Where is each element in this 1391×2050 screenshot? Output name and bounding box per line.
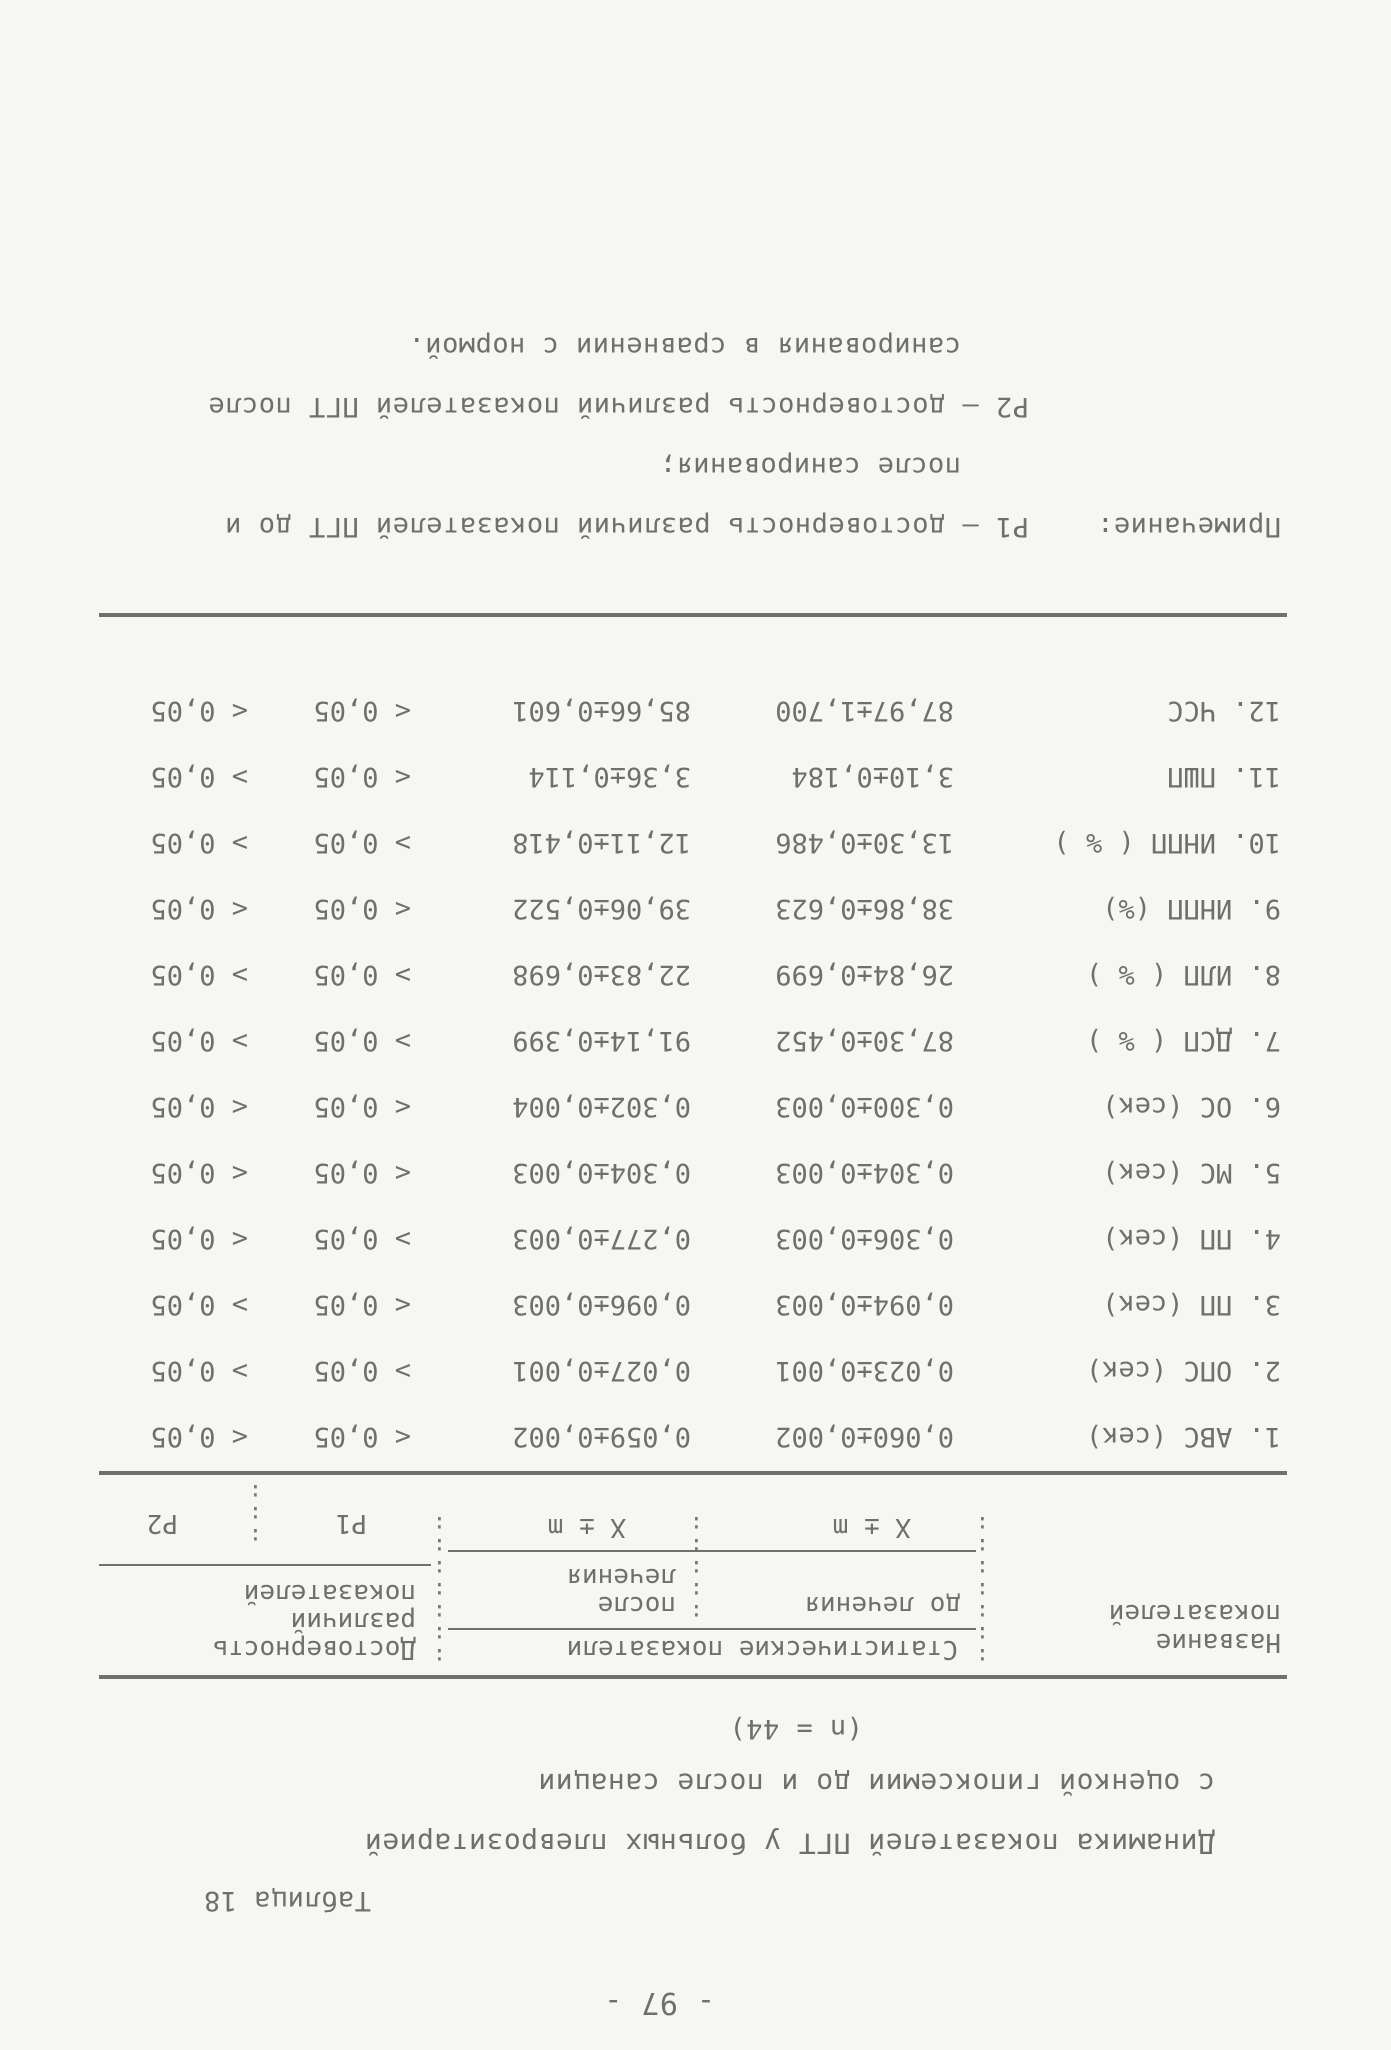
row-p1: > 0,05	[313, 827, 411, 858]
row-after: 0,302±0,004	[512, 1091, 691, 1122]
header-p1: P1	[335, 1508, 367, 1538]
row-p1: > 0,05	[313, 1223, 411, 1254]
table-title-line-1: Динамика показателей ПГТ у больных плеврозитарией	[364, 1827, 1215, 1860]
separator-dots-4: : : :	[248, 1479, 262, 1548]
row-p1: < 0,05	[313, 761, 411, 792]
row-indicator: 1. АВС (сек)	[1085, 1421, 1281, 1452]
table-row	[0, 858, 1391, 924]
row-p2: < 0,05	[150, 1223, 248, 1254]
header-after-line-1: после	[597, 1590, 676, 1620]
table-row	[0, 1122, 1391, 1188]
row-p2: < 0,05	[150, 1421, 248, 1452]
header-reliability-line-1: Достоверность	[212, 1634, 416, 1664]
table-row	[0, 1320, 1391, 1386]
header-bottom-rule	[99, 1471, 1287, 1475]
separator-dots-1: : : : : : : :	[975, 1511, 989, 1668]
table-row	[0, 1254, 1391, 1320]
header-reliability-line-3: показателей	[243, 1578, 416, 1608]
row-after: 39,06±0,522	[512, 893, 691, 924]
row-before: 87,30±0,452	[775, 1025, 954, 1056]
table-row	[0, 924, 1391, 990]
row-indicator: 11. ПШП	[1167, 761, 1281, 792]
row-p1: < 0,05	[313, 1289, 411, 1320]
row-indicator: 5. МС (сек)	[1102, 1157, 1281, 1188]
row-before: 38,86±0,623	[775, 893, 954, 924]
row-p1: < 0,05	[313, 1157, 411, 1188]
row-indicator: 9. ИНПП (%)	[1102, 893, 1281, 924]
row-before: 0,306±0,003	[775, 1223, 954, 1254]
header-before: до лечения	[804, 1590, 961, 1620]
table-title-line-2: с оценкой гипоксемии до и после санации	[538, 1767, 1215, 1800]
header-reliability-rule	[99, 1564, 431, 1566]
row-before: 26,84±0,699	[775, 959, 954, 990]
row-p2: < 0,05	[150, 893, 248, 924]
table-row	[0, 990, 1391, 1056]
row-p1: > 0,05	[313, 1355, 411, 1386]
header-mean-after: X ± m	[547, 1512, 626, 1542]
row-p2: > 0,05	[150, 1289, 248, 1320]
row-before: 87,97±1,700	[775, 695, 954, 726]
row-before: 0,300±0,003	[775, 1091, 954, 1122]
header-after-line-2: лечения	[566, 1562, 676, 1592]
row-after: 91,14±0,399	[512, 1025, 691, 1056]
row-p2: > 0,05	[150, 959, 248, 990]
row-before: 0,304±0,003	[775, 1157, 954, 1188]
row-p1: > 0,05	[313, 959, 411, 990]
row-indicator: 7. ДСП ( % )	[1085, 1025, 1281, 1056]
row-after: 0,027±0,001	[512, 1355, 691, 1386]
row-p2: > 0,05	[150, 1355, 248, 1386]
table-row	[0, 1386, 1391, 1452]
row-indicator: 12. ЧСС	[1167, 695, 1281, 726]
row-after: 3,36±0,114	[528, 761, 691, 792]
row-indicator: 6. ОС (сек)	[1102, 1091, 1281, 1122]
row-after: 0,277±0,003	[512, 1223, 691, 1254]
row-indicator: 2. ОПС (сек)	[1085, 1355, 1281, 1386]
table-caption: Таблица 18	[203, 1885, 371, 1916]
table-row	[0, 660, 1391, 726]
row-indicator: 10. ИНПП ( % )	[1053, 827, 1281, 858]
header-indicator-line-2: показателей	[1108, 1598, 1281, 1628]
row-before: 3,10±0,184	[791, 761, 954, 792]
separator-dots-2: : : : : :	[689, 1511, 703, 1624]
row-p1: < 0,05	[313, 893, 411, 924]
table-top-rule	[99, 1675, 1287, 1679]
note-p1-line-2: после санирования;	[659, 451, 961, 482]
row-p2: < 0,05	[150, 695, 248, 726]
table-bottom-rule	[99, 613, 1287, 617]
row-after: 22,83±0,698	[512, 959, 691, 990]
row-indicator: 4. ПП (сек)	[1102, 1223, 1281, 1254]
row-p2: > 0,05	[150, 827, 248, 858]
row-before: 13,30±0,486	[775, 827, 954, 858]
row-p2: < 0,05	[150, 1091, 248, 1122]
row-p2: > 0,05	[150, 761, 248, 792]
row-after: 0,304±0,003	[512, 1157, 691, 1188]
row-p2: < 0,05	[150, 1157, 248, 1188]
row-p1: < 0,05	[313, 695, 411, 726]
row-p2: > 0,05	[150, 1025, 248, 1056]
header-indicator-line-1: Название	[1155, 1627, 1281, 1657]
table-row	[0, 1188, 1391, 1254]
row-before: 0,094±0,003	[775, 1289, 954, 1320]
note-label: Примечание:	[1096, 511, 1281, 542]
note-p2-line-1: P2 – достоверность различий показателей ПГТ после	[207, 391, 1029, 422]
row-indicator: 8. ИЛП ( % )	[1085, 959, 1281, 990]
header-p2: P2	[146, 1508, 178, 1538]
header-statistics: Статистические показатели	[566, 1634, 958, 1664]
header-mean-before: X ± m	[832, 1512, 911, 1542]
table-row	[0, 1056, 1391, 1122]
header-statistics-rule	[448, 1628, 976, 1630]
table-row	[0, 792, 1391, 858]
row-after: 0,059±0,002	[512, 1421, 691, 1452]
row-after: 12,11±0,418	[512, 827, 691, 858]
row-p1: < 0,05	[313, 1091, 411, 1122]
separator-dots-3: : : : : : : :	[432, 1511, 446, 1668]
table-row	[0, 726, 1391, 792]
row-after: 0,096±0,003	[512, 1289, 691, 1320]
header-reliability-line-2: различий	[290, 1606, 416, 1636]
row-p1: > 0,05	[313, 1025, 411, 1056]
page-number: - 97 -	[603, 1985, 715, 2020]
row-before: 0,060±0,002	[775, 1421, 954, 1452]
sample-size: (n = 44)	[728, 1713, 863, 1744]
row-p1: < 0,05	[313, 1421, 411, 1452]
row-before: 0,023±0,001	[775, 1355, 954, 1386]
note-p2-line-2: санирования в сравнении с нормой.	[408, 331, 961, 362]
row-indicator: 3. ПП (сек)	[1102, 1289, 1281, 1320]
row-after: 85,66±0,601	[512, 695, 691, 726]
header-means-rule	[448, 1550, 976, 1552]
note-p1-line-1: P1 – достоверность различий показателей ПГТ до и	[224, 511, 1029, 542]
